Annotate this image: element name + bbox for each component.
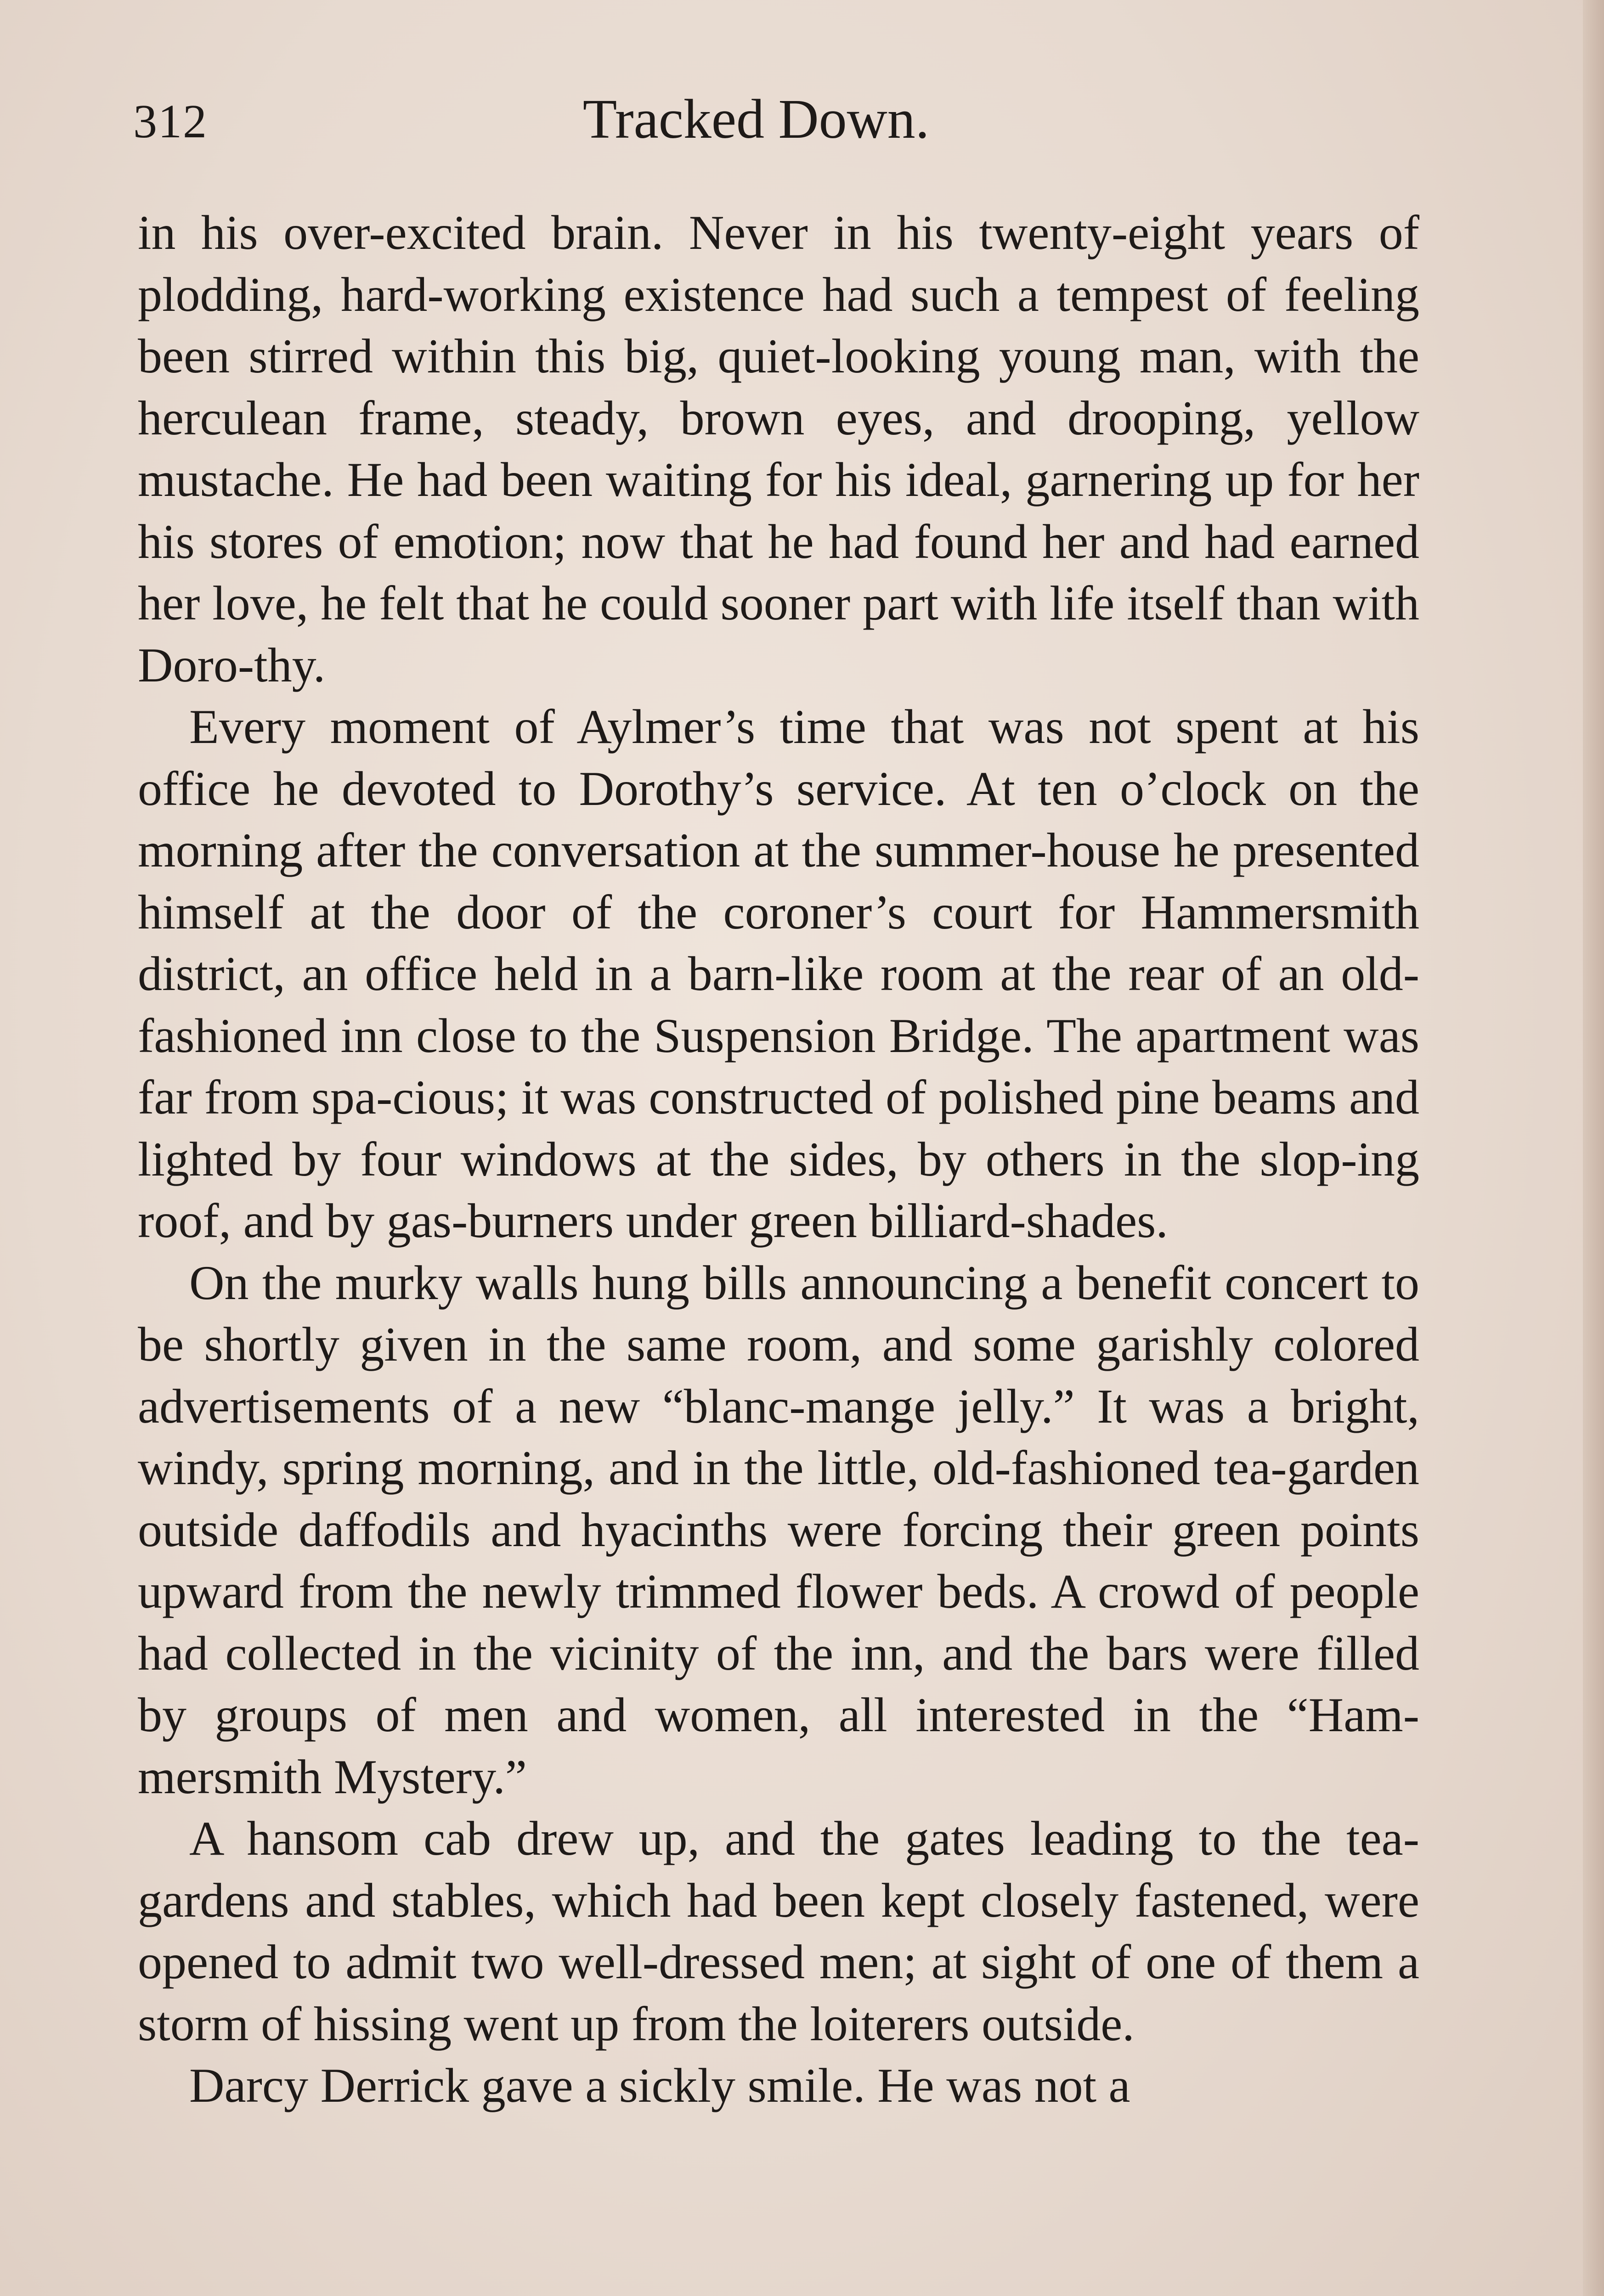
body-text (138, 202, 1419, 2117)
page-number: 312 (133, 95, 208, 148)
page-edge-shadow (1583, 0, 1604, 2296)
page-header (0, 87, 1604, 156)
paragraph: On the murky walls hung bills announcing a benefit concert to be shortly given in the same room, and some garishly colored advertisements of a new “blanc-mange jelly.” It was a bright, windy, spring morning, and in the little, old-fashioned tea-garden outside daffodils and hyacinths were forcing their green points upward from the newly trimmed flower beds. A crowd of people had collected in the vicinity of the inn, and the bars were filled by groups of men and women, all interested in the “Ham-mersmith Mystery.” (138, 1255, 1419, 1804)
paragraph-last: Darcy Derrick gave a sickly smile. He was not a (189, 2059, 1130, 2112)
paragraph: A hansom cab drew up, and the gates leading to the tea-gardens and stables, which had been kept closely fastened, were opened to admit two well-dressed men; at sight of one of them a storm of hissing went up from the loiterers outside. (138, 1812, 1419, 2051)
running-title: Tracked Down. (582, 88, 930, 150)
paragraph-continued: in his over-excited brain. Never in his twenty-eight years of plodding, hard-working existence had such a tempest of feeling been stirred within this big, quiet-looking young man, with the herculean frame, steady, brown eyes, and drooping, yellow mustache. He had been waiting for his ideal, garnering up for her his stores of emotion; now that he had found her and had earned her love, he felt that he could sooner part with life itself than with Doro-thy. (138, 206, 1419, 692)
paragraph: Every moment of Aylmer’s time that was not spent at his office he devoted to Dorothy’s service. At ten o’clock on the morning after the conversation at the summer-house he presented himself at the door of the coroner’s court for Hammersmith district, an office held in a barn-like room at the rear of an old-fashioned inn close to the Suspension Bridge. The apartment was far from spa-cious; it was constructed of polished pine beams and lighted by four windows at the sides, by others in the slop-ing roof, and by gas-burners under green billiard-shades. (138, 700, 1419, 1248)
